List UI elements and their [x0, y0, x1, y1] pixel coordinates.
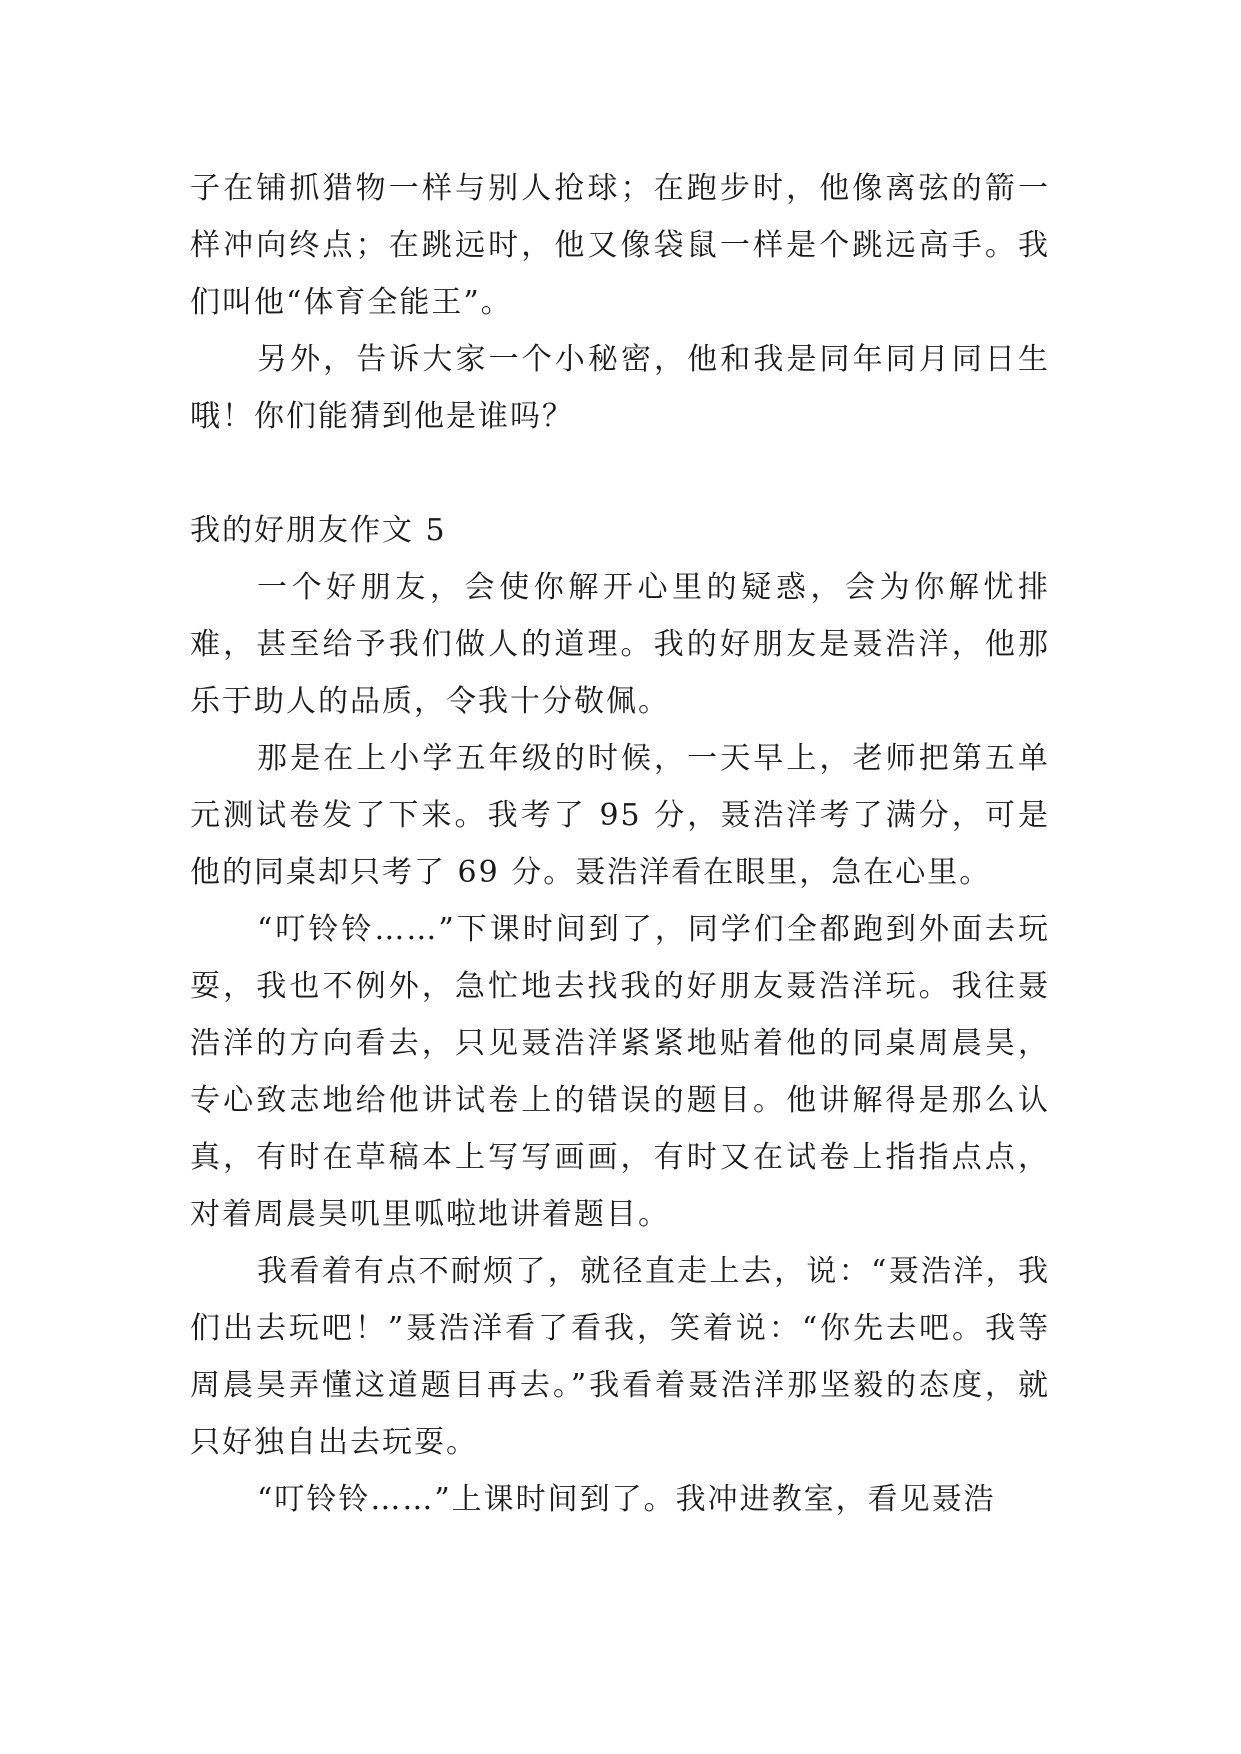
paragraph: 子在铺抓猎物一样与别人抢球；在跑步时，他像离弦的箭一样冲向终点；在跳远时，他又像袋鼠一样是个跳远高手。我们叫他“体育全能王”。: [190, 171, 1050, 320]
document-body: [190, 160, 1050, 1528]
paragraph: 另外，告诉大家一个小秘密，他和我是同年同月同日生哦！你们能猜到他是谁吗？: [190, 342, 1050, 434]
paragraph: 我看着有点不耐烦了，就径直走上去，说：“聂浩洋，我们出去玩吧！”聂浩洋看了看我，笑着说：“你先去吧。我等周晨昊弄懂这道题目再去。”我看着聂浩洋那坚毅的态度，就只好独自出去玩耍。: [190, 1254, 1050, 1460]
paragraph: 一个好朋友，会使你解开心里的疑惑，会为你解忧排难，甚至给予我们做人的道理。我的好朋友是聂浩洋，他那乐于助人的品质，令我十分敬佩。: [190, 570, 1050, 719]
paragraph: “叮铃铃……”下课时间到了，同学们全都跑到外面去玩耍，我也不例外，急忙地去找我的好朋友聂浩洋玩。我往聂浩洋的方向看去，只见聂浩洋紧紧地贴着他的同桌周晨昊，专心致志地给他讲试卷上的错误的题目。他讲解得是那么认真，有时在草稿本上写写画画，有时又在试卷上指指点点，对着周晨昊叽里呱啦地讲着题目。: [190, 912, 1050, 1232]
section-title: 我的好朋友作文 5: [190, 513, 447, 548]
paragraph: 那是在上小学五年级的时候，一天早上，老师把第五单元测试卷发了下来。我考了 95 分，聂浩洋考了满分，可是他的同桌却只考了 69 分。聂浩洋看在眼里，急在心里。: [190, 741, 1050, 890]
paragraph: “叮铃铃……”上课时间到了。我冲进教室，看见聂浩: [257, 1482, 996, 1517]
